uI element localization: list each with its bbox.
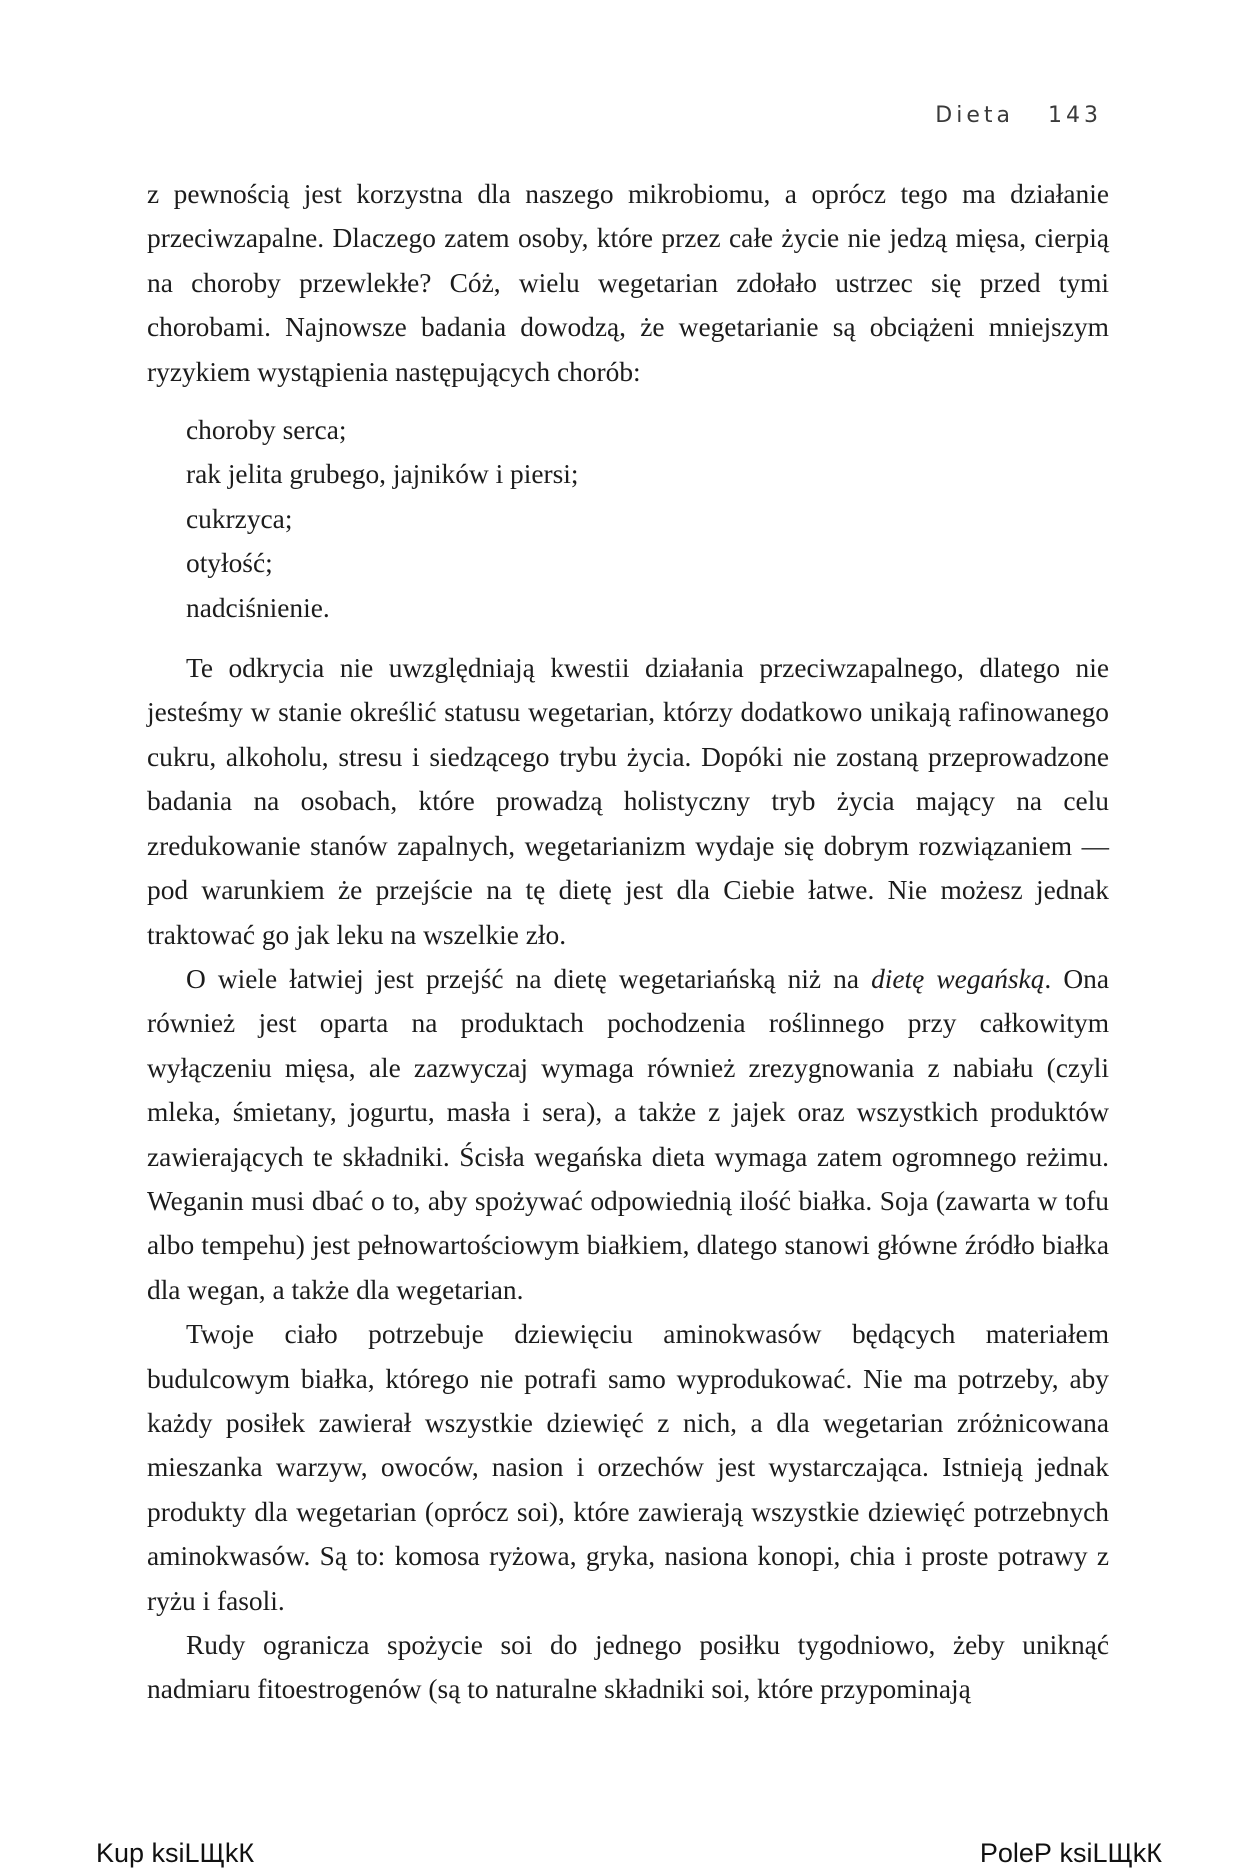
buy-book-link[interactable]: Kup ksiLЩkК	[96, 1838, 255, 1868]
list-item: nadciśnienie.	[186, 592, 330, 623]
paragraph-4: Twoje ciało potrzebuje dziewięciu aminokwasów będących materiałem budulcowym białka, którego nie potrafi samo wyprodukować. Nie ma potrzeby, aby każdy posiłek zawierał wszystkie dziewięć z nich, a dla wegetarian zróżnicowana mieszanka warzyw, owoców, nasion i orzechów jest wystarczająca. Istnieją jednak produkty dla wegetarian (oprócz soi), które zawierają wszystkie dziewięć potrzebnych aminokwasów. Są to: komosa ryżowa, gryka, nasiona konopi, chia i proste potrawy z ryżu i fasoli.	[147, 1319, 1109, 1616]
paragraph-2: Te odkrycia nie uwzględniają kwestii działania przeciwzapalnego, dlatego nie jesteśmy w stanie określić statusu wegetarian, którzy dodatkowo unikają rafinowanego cukru, alkoholu, stresu i siedzącego trybu życia. Dopóki nie zostaną przeprowadzone badania na osobach, które prowadzą holistyczny tryb życia mający na celu zredukowanie stanów zapalnych, wegetarianizm wydaje się dobrym rozwiązaniem — pod warunkiem że przejście na tę dietę jest dla Ciebie łatwe. Nie możesz jednak traktować go jak leku na wszelkie zło.	[147, 653, 1109, 950]
recommend-book-link[interactable]: PoleР ksiLЩkК	[979, 1838, 1162, 1868]
list-item: otyłość;	[186, 548, 273, 579]
paragraph-5: Rudy ogranicza spożycie soi do jednego posiłku tygodniowo, żeby uniknąć nadmiaru fitoestrogenów (są to naturalne składniki soi, które przypominają	[147, 1630, 1109, 1705]
list-item: choroby serca;	[186, 415, 347, 446]
chapter-title: Dieta	[935, 103, 1014, 128]
paragraph-3	[147, 957, 1109, 1312]
paragraph-3-start: O wiele łatwiej jest przejść na dietę wegetariańską niż na	[186, 963, 872, 994]
vegan-diet-emphasis: dietę wegańską	[871, 963, 1045, 994]
paragraph-3-end: . Ona również jest oparta na produktach pochodzenia roślinnego przy całkowitym wyłączeniu mięsa, ale zazwyczaj wymaga również zrezygnowania z nabiału (czyli mleka, śmietany, jogurtu, masła i sera), a także z jajek oraz wszystkich produktów zawierających te składniki. Ścisła wegańska dieta wymaga zatem ogromnego reżimu. Weganin musi dbać o to, aby spożywać odpowiednią ilość białka. Soja (zawarta w tofu albo tempehu) jest pełnowartościowym białkiem, dlatego stanowi główne źródło białka dla wegan, a także dla wegetarian.	[147, 963, 1109, 1305]
list-item: rak jelita grubego, jajników i piersi;	[186, 459, 579, 490]
page-body	[147, 172, 1109, 1712]
running-header	[935, 103, 1102, 128]
page-number: 143	[1048, 103, 1102, 128]
disease-list	[147, 408, 1109, 630]
list-item: cukrzyca;	[186, 503, 293, 534]
paragraph-1: z pewnością jest korzystna dla naszego mikrobiomu, a oprócz tego ma działanie przeciwzapalne. Dlaczego zatem osoby, które przez całe życie nie jedzą mięsa, cierpią na choroby przewlekłe? Cóż, wielu wegetarian zdołało ustrzec się przed tymi chorobami. Najnowsze badania dowodzą, że wegetarianie są obciążeni mniejszym ryzykiem wystąpienia następujących chorób:	[147, 179, 1109, 387]
